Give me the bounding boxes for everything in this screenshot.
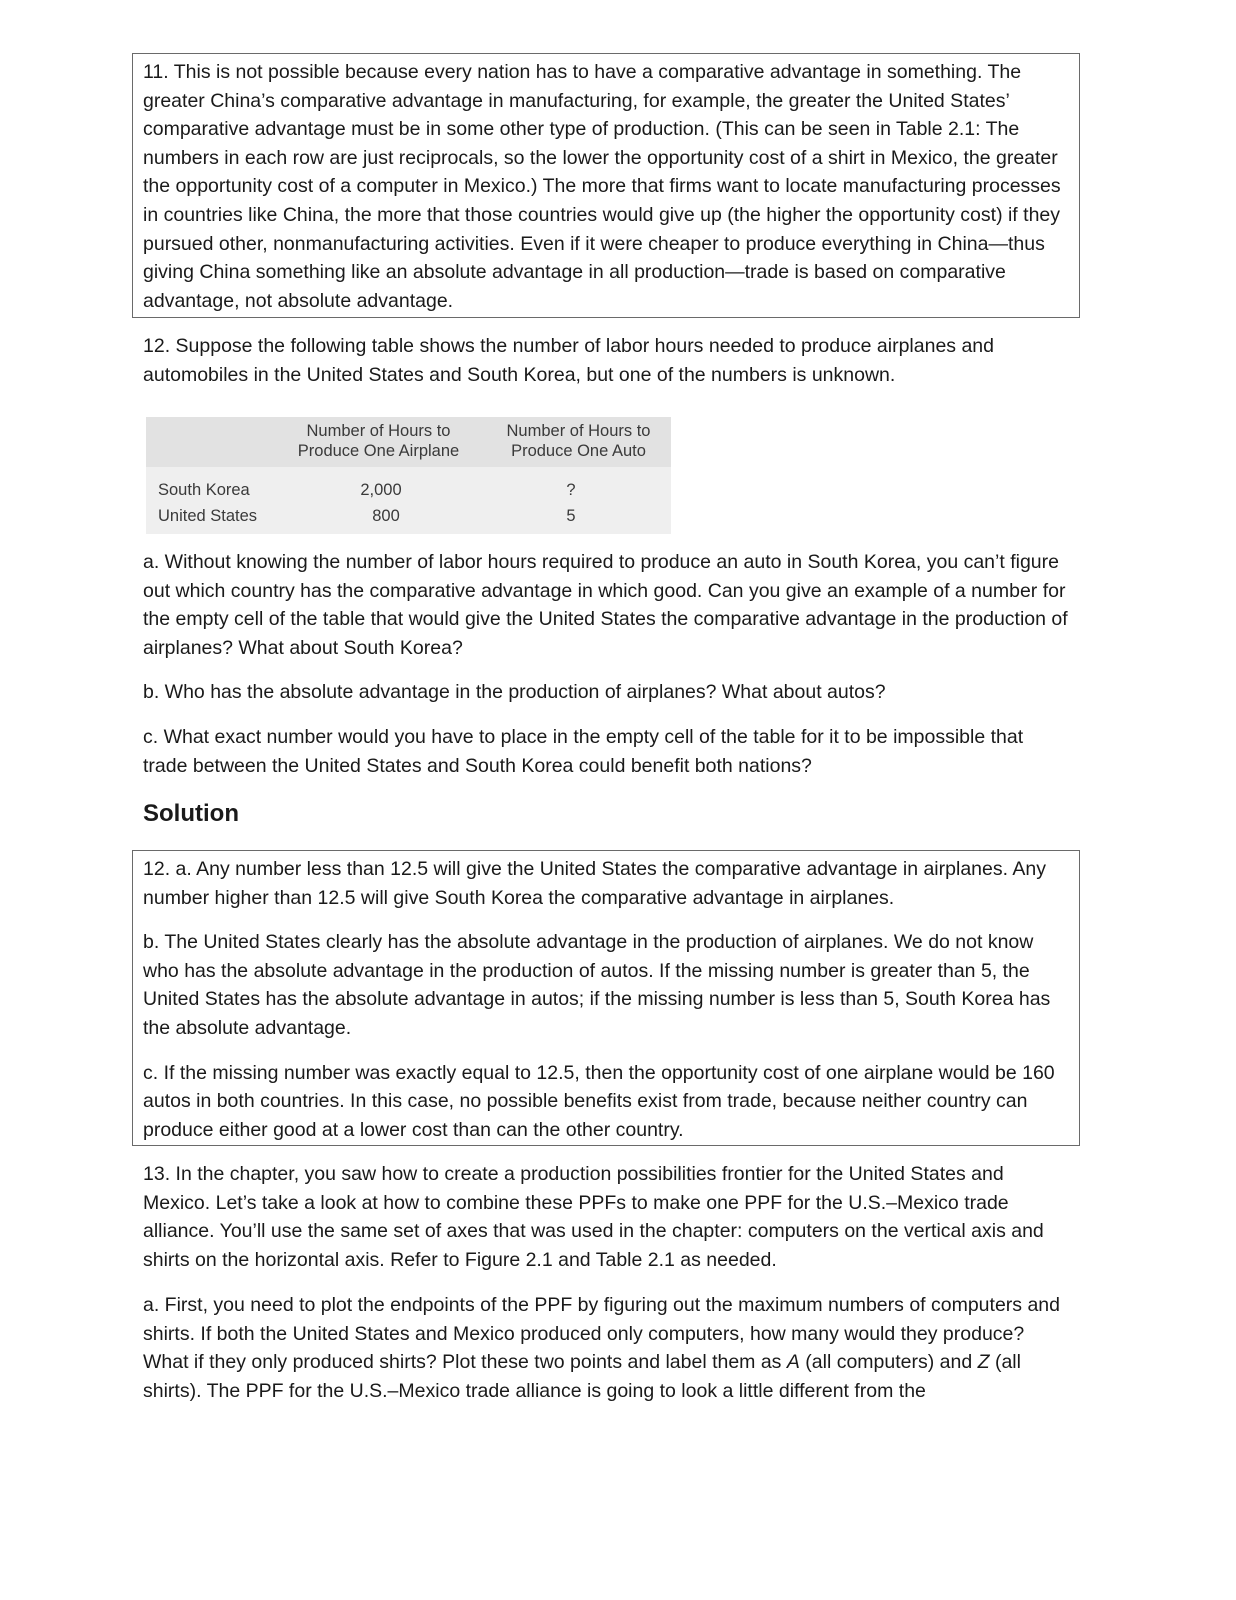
- solution-heading: Solution: [143, 800, 239, 827]
- question-13-part-a-text: [143, 1291, 1068, 1405]
- row-united-states-country: United States: [158, 507, 258, 525]
- answer-11-text: 11. This is not possible because every nation has to have a comparative advantage in something. The greater China’s comparative advantage in manufacturing, for example, the greater the United States’ comparative advantage must be in some other type of production. (This can be seen in Table 2.1: The numbers in each row are just reciprocals, so the lower the opportunity cost of a shirt in Mexico, the greater the opportunity cost of a computer in Mexico.) The more that firms want to locate manufacturing processes in countries like China, the more that those countries would give up (the higher the opportunity cost) if they pursued other, nonmanufacturing activities. Even if it were cheaper to produce everything in China—thus giving China something like an absolute advantage in all production—trade is based on comparative advantage, not absolute advantage.: [143, 61, 1061, 312]
- row-united-states-auto: 5: [566, 507, 576, 525]
- question-12-part-a-text: a. Without knowing the number of labor hours required to produce an auto in South Korea, you can’t figure out which country has the comparative advantage in which good. Can you give an example of a number for the empty cell of the table that would give the United States the comparative advantage in the production of airplanes? What about South Korea?: [143, 551, 1068, 659]
- row-south-korea-auto: ?: [566, 481, 576, 499]
- header-auto-line-2: Produce One Auto: [511, 442, 646, 460]
- question-12-intro: [143, 332, 1068, 389]
- q13a-label-z: Z: [977, 1351, 990, 1374]
- q13a-text-3: (all shirts). The PPF for the U.S.–Mexico trade alliance is going to look a little different from the: [143, 1351, 1021, 1402]
- q13a-text-2: (all computers) and: [799, 1351, 978, 1374]
- answer-11-box: [132, 53, 1080, 318]
- question-12-part-c-text: c. What exact number would you have to place in the empty cell of the table for it to be impossible that trade between the United States and South Korea could benefit both nations?: [143, 726, 1024, 777]
- row-south-korea-airplane: 2,000: [360, 481, 402, 499]
- question-13-part-a: [143, 1291, 1068, 1405]
- solution-12-c: c. If the missing number was exactly equal to 12.5, then the opportunity cost of one airplane would be 160 autos in both countries. In this case, no possible benefits exist from trade, because neither country can produce either good at a lower cost than can the other country.: [143, 1061, 1055, 1141]
- solution-12-b: b. The United States clearly has the absolute advantage in the production of airplanes. We do not know who has the absolute advantage in the production of autos. If the missing number is greater than 5, the United States has the absolute advantage in autos; if the missing number is less than 5, South Korea has the absolute advantage.: [143, 931, 1051, 1039]
- solution-12-box: [132, 850, 1080, 1146]
- question-13-intro-text: 13. In the chapter, you saw how to create a production possibilities frontier for the United States and Mexico. Let’s take a look at how to combine these PPFs to make one PPF for the U.S.–Mexico trade alliance. You’ll use the same set of axes that was used in the chapter: computers on the vertical axis and shirts on the horizontal axis. Refer to Figure 2.1 and Table 2.1 as needed.: [143, 1163, 1044, 1271]
- header-auto-hours: [486, 421, 671, 461]
- header-airplane-line-2: Produce One Airplane: [297, 442, 460, 460]
- question-12-part-a: [143, 548, 1068, 662]
- header-auto-line-1: Number of Hours to: [506, 422, 651, 440]
- row-south-korea-country: South Korea: [158, 481, 250, 499]
- question-12-part-c: [143, 723, 1068, 780]
- question-12-part-b-text: b. Who has the absolute advantage in the production of airplanes? What about autos?: [143, 681, 886, 703]
- q13a-text-1: a. First, you need to plot the endpoints of the PPF by figuring out the maximum numbers of computers and shirts. If both the United States and Mexico produced only computers, how many would they produce? What if they only produced shirts? Plot these two points and label them as: [143, 1294, 1060, 1374]
- solution-12-a: 12. a. Any number less than 12.5 will give the United States the comparative advantage in airplanes. Any number higher than 12.5 will give South Korea the comparative advantage in airplanes.: [143, 858, 1046, 909]
- labor-hours-table: [146, 417, 671, 534]
- row-united-states-airplane: 800: [372, 507, 400, 525]
- question-12-intro-text: 12. Suppose the following table shows the number of labor hours needed to produce airplanes and automobiles in the United States and South Korea, but one of the numbers is unknown.: [143, 335, 994, 386]
- question-12-part-b: [143, 678, 1068, 707]
- header-airplane-line-1: Number of Hours to: [306, 422, 451, 440]
- q13a-label-a: A: [786, 1351, 800, 1374]
- header-airplane-hours: [286, 421, 471, 461]
- question-13-intro: [143, 1160, 1068, 1274]
